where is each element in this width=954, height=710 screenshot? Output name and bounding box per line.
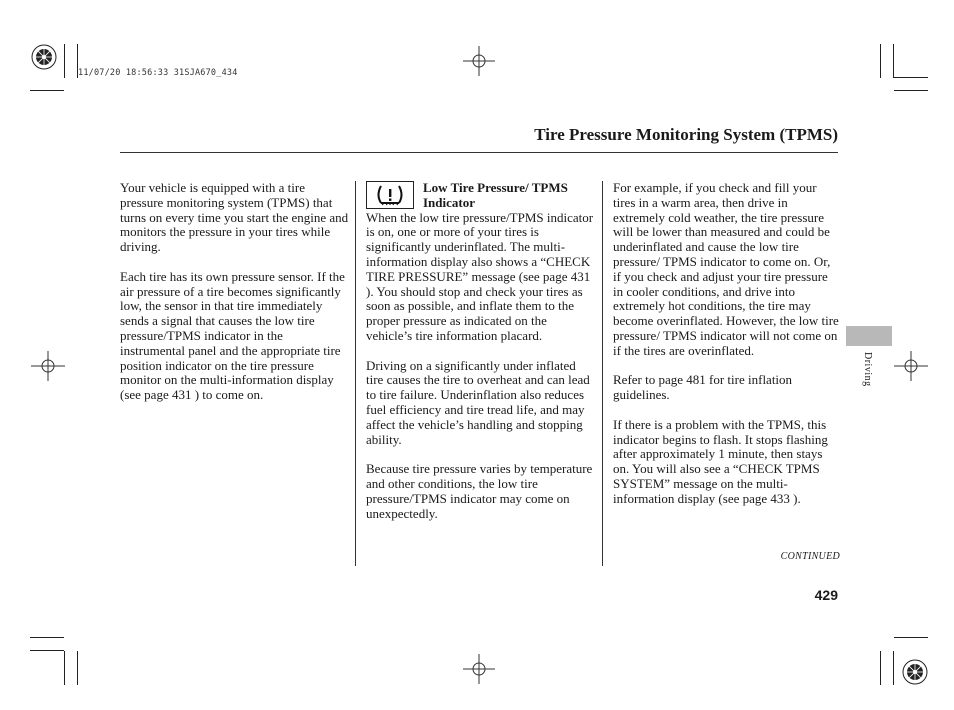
indicator-heading: Low Tire Pressure/ TPMS Indicator bbox=[423, 180, 568, 210]
column-divider bbox=[602, 181, 603, 566]
paragraph: When the low tire pressure/TPMS indicator is on, one or more of your tires is significantly underinflated. The multi-information display also shows a “CHECK TIRE PRESSURE” message (see page 431 ). You should stop and check your tires as soon as possible, and inflate them to the proper pressure as indicated on the vehicle’s tire information placard. bbox=[366, 209, 594, 343]
column-3 bbox=[613, 181, 841, 521]
paragraph: Driving on a significantly under inflated tire causes the tire to overheat and can lead to tire failure. Underinflation also reduces fuel efficiency and tire tread life, and may affect the vehicle’s handling and stopping ability. bbox=[366, 357, 590, 447]
paragraph: Your vehicle is equipped with a tire pressure monitoring system (TPMS) that turns on every time you start the engine and monitors the pressure in your tires while driving. bbox=[120, 180, 349, 255]
column-2 bbox=[366, 181, 596, 536]
print-stamp: 11/07/20 18:56:33 31SJA670_434 bbox=[78, 68, 238, 78]
crosshair-icon bbox=[894, 351, 928, 381]
section-tab bbox=[846, 326, 892, 346]
starburst-target-icon bbox=[31, 44, 57, 70]
column-divider bbox=[355, 181, 356, 566]
title-rule bbox=[120, 152, 838, 153]
paragraph: Because tire pressure varies by temperature and other conditions, the low tire pressure/TPMS indicator may come on unexpectedly. bbox=[366, 461, 593, 521]
column-1 bbox=[120, 181, 350, 418]
paragraph: For example, if you check and fill your tires in a warm area, then drive in extremely cold weather, the tire pressure will be lower than measured and could be underinflated and cause the low tire pressure/ TPMS indicator to come on. Or, if you check and adjust your tire pressure in cooler conditions, and drive into extremely hot conditions, the tire may become overinflated. However, the low tire pressure/ TPMS indicator will not come on if the tires are overinflated. bbox=[613, 180, 839, 358]
paragraph: Each tire has its own pressure sensor. If the air pressure of a tire becomes significantly low, the sensor in that tire immediately sends a signal that causes the low tire pressure/TPMS indicator in the instrumental panel and the appropriate tire position indicator on the tire pressure monitor on the multi-information display (see page 431 ) to come on. bbox=[120, 268, 345, 403]
starburst-target-icon bbox=[902, 659, 928, 685]
column-2-body bbox=[366, 211, 596, 522]
page-number: 429 bbox=[814, 587, 838, 603]
section-tab-label: Driving bbox=[862, 352, 873, 387]
paragraph: Refer to page 481 for tire inflation guidelines. bbox=[613, 372, 793, 403]
crosshair-icon bbox=[463, 46, 495, 76]
paragraph: If there is a problem with the TPMS, this indicator begins to flash. It stops flashing after approximately 1 minute, then stays on. You will also see a “CHECK TPMS SYSTEM” message on the multi-information display (see page 433 ). bbox=[613, 416, 828, 506]
page-title: Tire Pressure Monitoring System (TPMS) bbox=[534, 125, 838, 144]
crosshair-icon bbox=[463, 654, 495, 684]
continued-label: CONTINUED bbox=[780, 551, 840, 562]
crosshair-icon bbox=[31, 351, 65, 381]
